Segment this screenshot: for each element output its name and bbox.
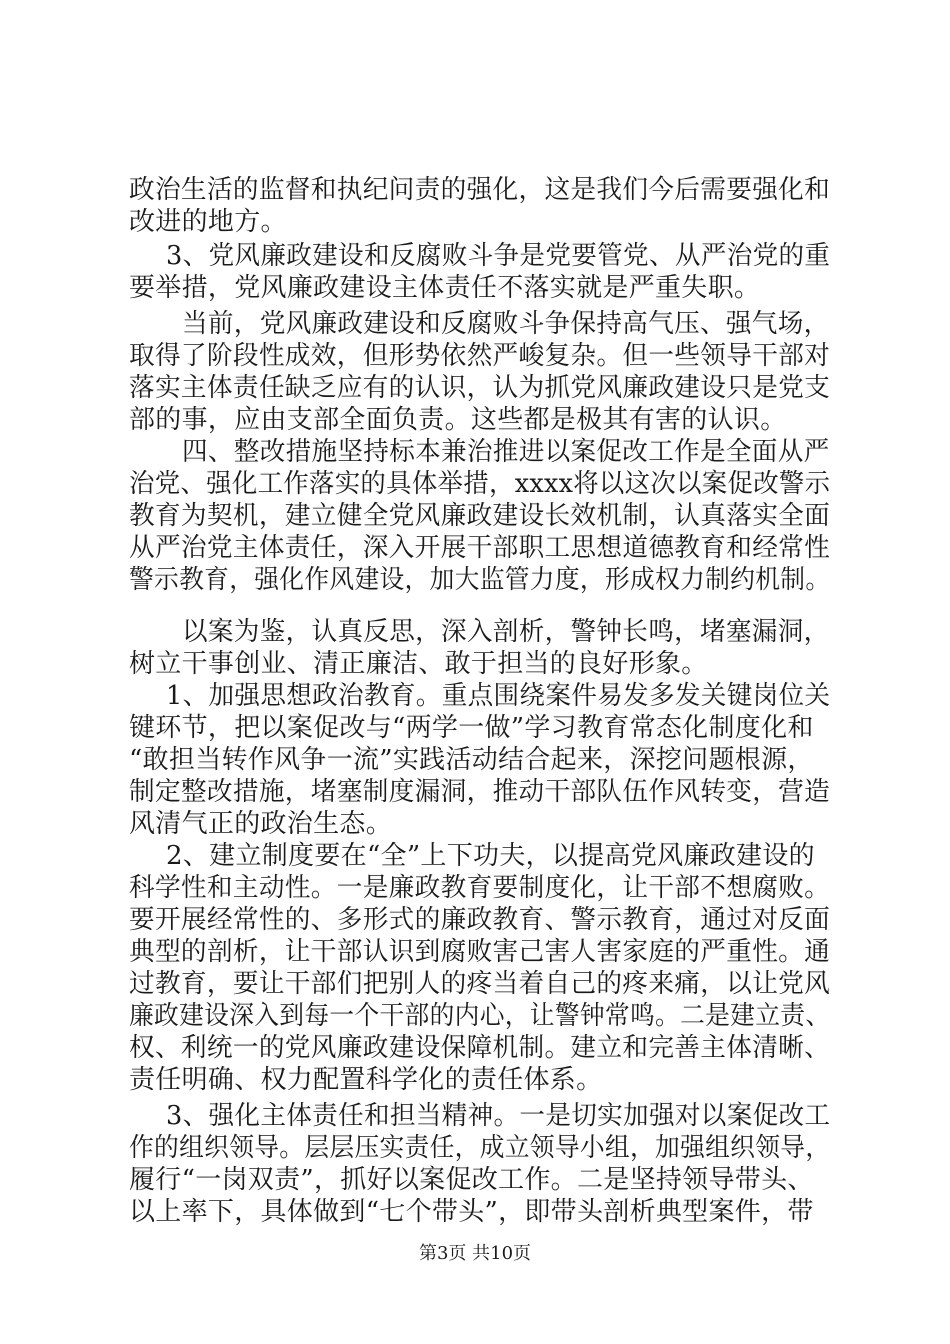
text-line: 当前，党风廉政建设和反腐败斗争保持高气压、强气场，: [182, 309, 830, 339]
text-line: 取得了阶段性成效，但形势依然严峻复杂。但一些领导干部对: [129, 341, 831, 371]
text-line: 过教育，要让干部们把别人的疼当着自己的疼来痛，以让党风: [129, 969, 831, 999]
text-line: 风清气正的政治生态。: [129, 809, 393, 839]
text-line: 以案为鉴，认真反思，深入剖析，警钟长鸣，堵塞漏洞，: [182, 617, 830, 647]
text-line: 要开展经常性的、多形式的廉政教育、警示教育，通过对反面: [129, 905, 831, 935]
text-line: “敢担当转作风争一流”实践活动结合起来，深挖问题根源，: [129, 745, 814, 775]
text-line: 2、建立制度要在“全”上下功夫，以提高党风廉政建设的: [166, 841, 815, 871]
text-line: 政治生活的监督和执纪问责的强化，这是我们今后需要强化和: [129, 175, 831, 205]
text-line: 改进的地方。: [129, 207, 287, 237]
text-line: 教育为契机，建立健全党风廉政建设长效机制，认真落实全面: [129, 501, 831, 531]
text-line: 1、加强思想政治教育。重点围绕案件易发多发关键岗位关: [166, 681, 831, 711]
text-line: 廉政建设深入到每一个干部的内心，让警钟常鸣。二是建立责、: [129, 1001, 831, 1031]
text-line: 科学性和主动性。一是廉政教育要制度化，让干部不想腐败。: [129, 873, 831, 903]
text-line: 警示教育，强化作风建设，加大监管力度，形成权力制约机制。: [129, 565, 831, 595]
page-number: 第3页 共10页: [418, 1243, 532, 1264]
text-line: 从严治党主体责任，深入开展干部职工思想道德教育和经常性: [129, 533, 831, 563]
text-line: 四、整改措施坚持标本兼治推进以案促改工作是全面从严: [182, 437, 830, 467]
text-line: 权、利统一的党风廉政建设保障机制。建立和完善主体清晰、: [129, 1033, 831, 1063]
text-line: 典型的剖析，让干部认识到腐败害己害人害家庭的严重性。通: [129, 937, 831, 967]
text-line: 以上率下，具体做到“七个带头”，即带头剖析典型案件，带: [129, 1197, 814, 1227]
text-line: 3、强化主体责任和担当精神。一是切实加强对以案促改工: [166, 1101, 831, 1131]
text-line: 部的事，应由支部全面负责。这些都是极其有害的认识。: [129, 405, 787, 435]
text-line: 履行“一岗双责”，抓好以案促改工作。二是坚持领导带头、: [129, 1165, 814, 1195]
text-line: 制定整改措施，堵塞制度漏洞，推动干部队伍作风转变，营造: [129, 777, 831, 807]
text-line: 落实主体责任缺乏应有的认识，认为抓党风廉政建设只是党支: [129, 373, 831, 403]
text-line: 作的组织领导。层层压实责任，成立领导小组，加强组织领导，: [129, 1133, 831, 1163]
text-line: 键环节，把以案促改与“两学一做”学习教育常态化制度化和: [129, 713, 814, 743]
text-line: 责任明确、权力配置科学化的责任体系。: [129, 1065, 603, 1095]
text-line: 要举措，党风廉政建设主体责任不落实就是严重失职。: [129, 273, 761, 303]
text-line: 树立干事创业、清正廉洁、敢于担当的良好形象。: [129, 649, 708, 679]
text-line: 3、党风廉政建设和反腐败斗争是党要管党、从严治党的重: [166, 241, 831, 271]
text-line: 治党、强化工作落实的具体举措，xxxx将以这次以案促改警示: [129, 469, 831, 499]
